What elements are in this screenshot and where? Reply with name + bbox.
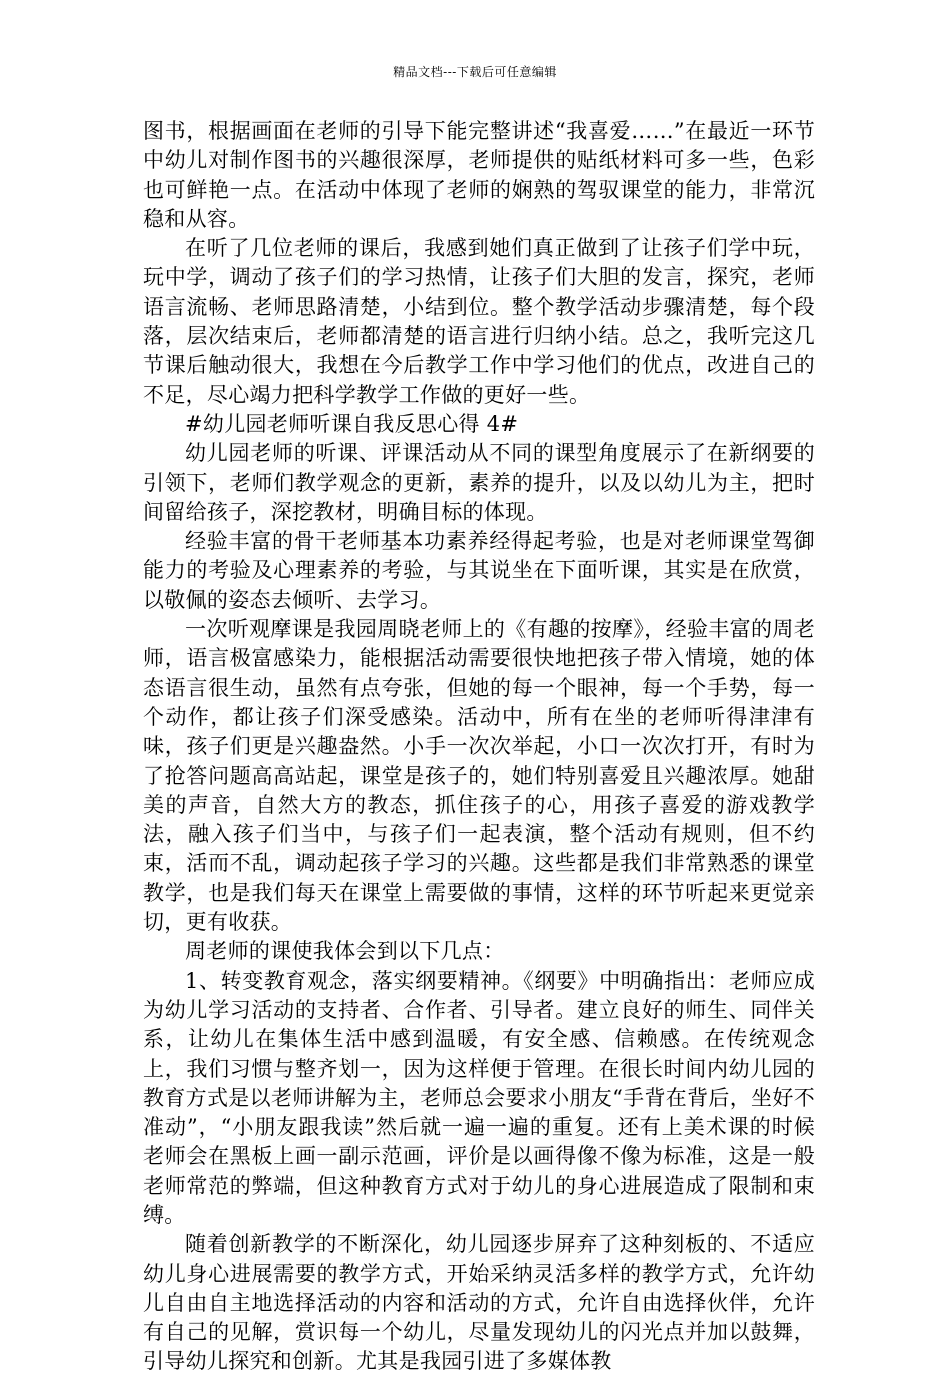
paragraph: 周老师的课使我体会到以下几点：: [185, 939, 505, 964]
paragraph: 幼儿园老师的听课、评课活动从不同的课型角度展示了在新纲要的引领下，老师们教学观念的更新，素养的提升，以及以幼儿为主，把时间留给孩子，深挖教材，明确目标的体现。: [143, 441, 815, 524]
paragraph: 图书，根据画面在老师的引导下能完整讲述“我喜爱……”在最近一环节中幼儿对制作图书的兴趣很深厚，老师提供的贴纸材料可多一些，色彩也可鲜艳一点。在活动中体现了老师的娴熟的驾驭课堂的能力，非常沉稳和从容。: [143, 119, 815, 231]
paragraph: 1、转变教育观念，落实纲要精神。《纲要》中明确指出：老师应成为幼儿学习活动的支持者、合作者、引导者。建立良好的师生、同伴关系，让幼儿在集体生活中感到温暖，有安全感、信赖感。在传统观念上，我们习惯与整齐划一，因为这样便于管理。在很长时间内幼儿园的教育方式是以老师讲解为主，老师总会要求小朋友“手背在背后，坐好不准动”，“小朋友跟我读”然后就一遍一遍的重复。还有上美术课的时候老师会在黑板上画一副示范画，评价是以画得像不像为标准，这是一般老师常范的弊端，但这种教育方式对于幼儿的身心进展造成了限制和束缚。: [143, 968, 815, 1227]
paragraph: 经验丰富的骨干老师基本功素养经得起考验，也是对老师课堂驾御能力的考验及心理素养的考验，与其说坐在下面听课，其实是在欣赏，以敬佩的姿态去倾听、去学习。: [143, 529, 815, 612]
paragraph: 随着创新教学的不断深化，幼儿园逐步屏弃了这种刻板的、不适应幼儿身心进展需要的教学方式，开始采纳灵活多样的教学方式，允许幼儿自由自主地选择活动的内容和活动的方式，允许自由选择伙伴，允许有自己的见解，赏识每一个幼儿，尽量发现幼儿的闪光点并加以鼓舞，引导幼儿探究和创新。尤其是我园引进了多媒体教: [143, 1232, 815, 1374]
paragraph: 一次听观摩课是我园周晓老师上的《有趣的按摩》，经验丰富的周老师，语言极富感染力，能根据活动需要很快地把孩子带入情境，她的体态语言很生动，虽然有点夸张，但她的每一个眼神，每一个手势，每一个动作，都让孩子们深受感染。活动中，所有在坐的老师听得津津有味，孩子们更是兴趣盎然。小手一次次举起，小口一次次打开，有时为了抢答问题高高站起，课堂是孩子的，她们特别喜爱且兴趣浓厚。她甜美的声音，自然大方的教态，抓住孩子的心，用孩子喜爱的游戏教学法，融入孩子们当中，与孩子们一起表演，整个活动有规则，但不约束，活而不乱，调动起孩子学习的兴趣。这些都是我们非常熟悉的课堂教学，也是我们每天在课堂上需要做的事情，这样的环节听起来更觉亲切，更有收获。: [143, 617, 815, 935]
page-header: 精品文档---下载后可任意编辑: [393, 65, 557, 79]
document-body: [143, 117, 815, 1377]
section-heading: #幼儿园老师听课自我反思心得 4#: [185, 411, 519, 436]
paragraph: 在听了几位老师的课后，我感到她们真正做到了让孩子们学中玩，玩中学，调动了孩子们的学习热情，让孩子们大胆的发言，探究，老师语言流畅、老师思路清楚，小结到位。整个教学活动步骤清楚，每个段落，层次结束后，老师都清楚的语言进行归纳小结。总之，我听完这几节课后触动很大，我想在今后教学工作中学习他们的优点，改进自己的不足，尽心竭力把科学教学工作做的更好一些。: [143, 236, 815, 407]
